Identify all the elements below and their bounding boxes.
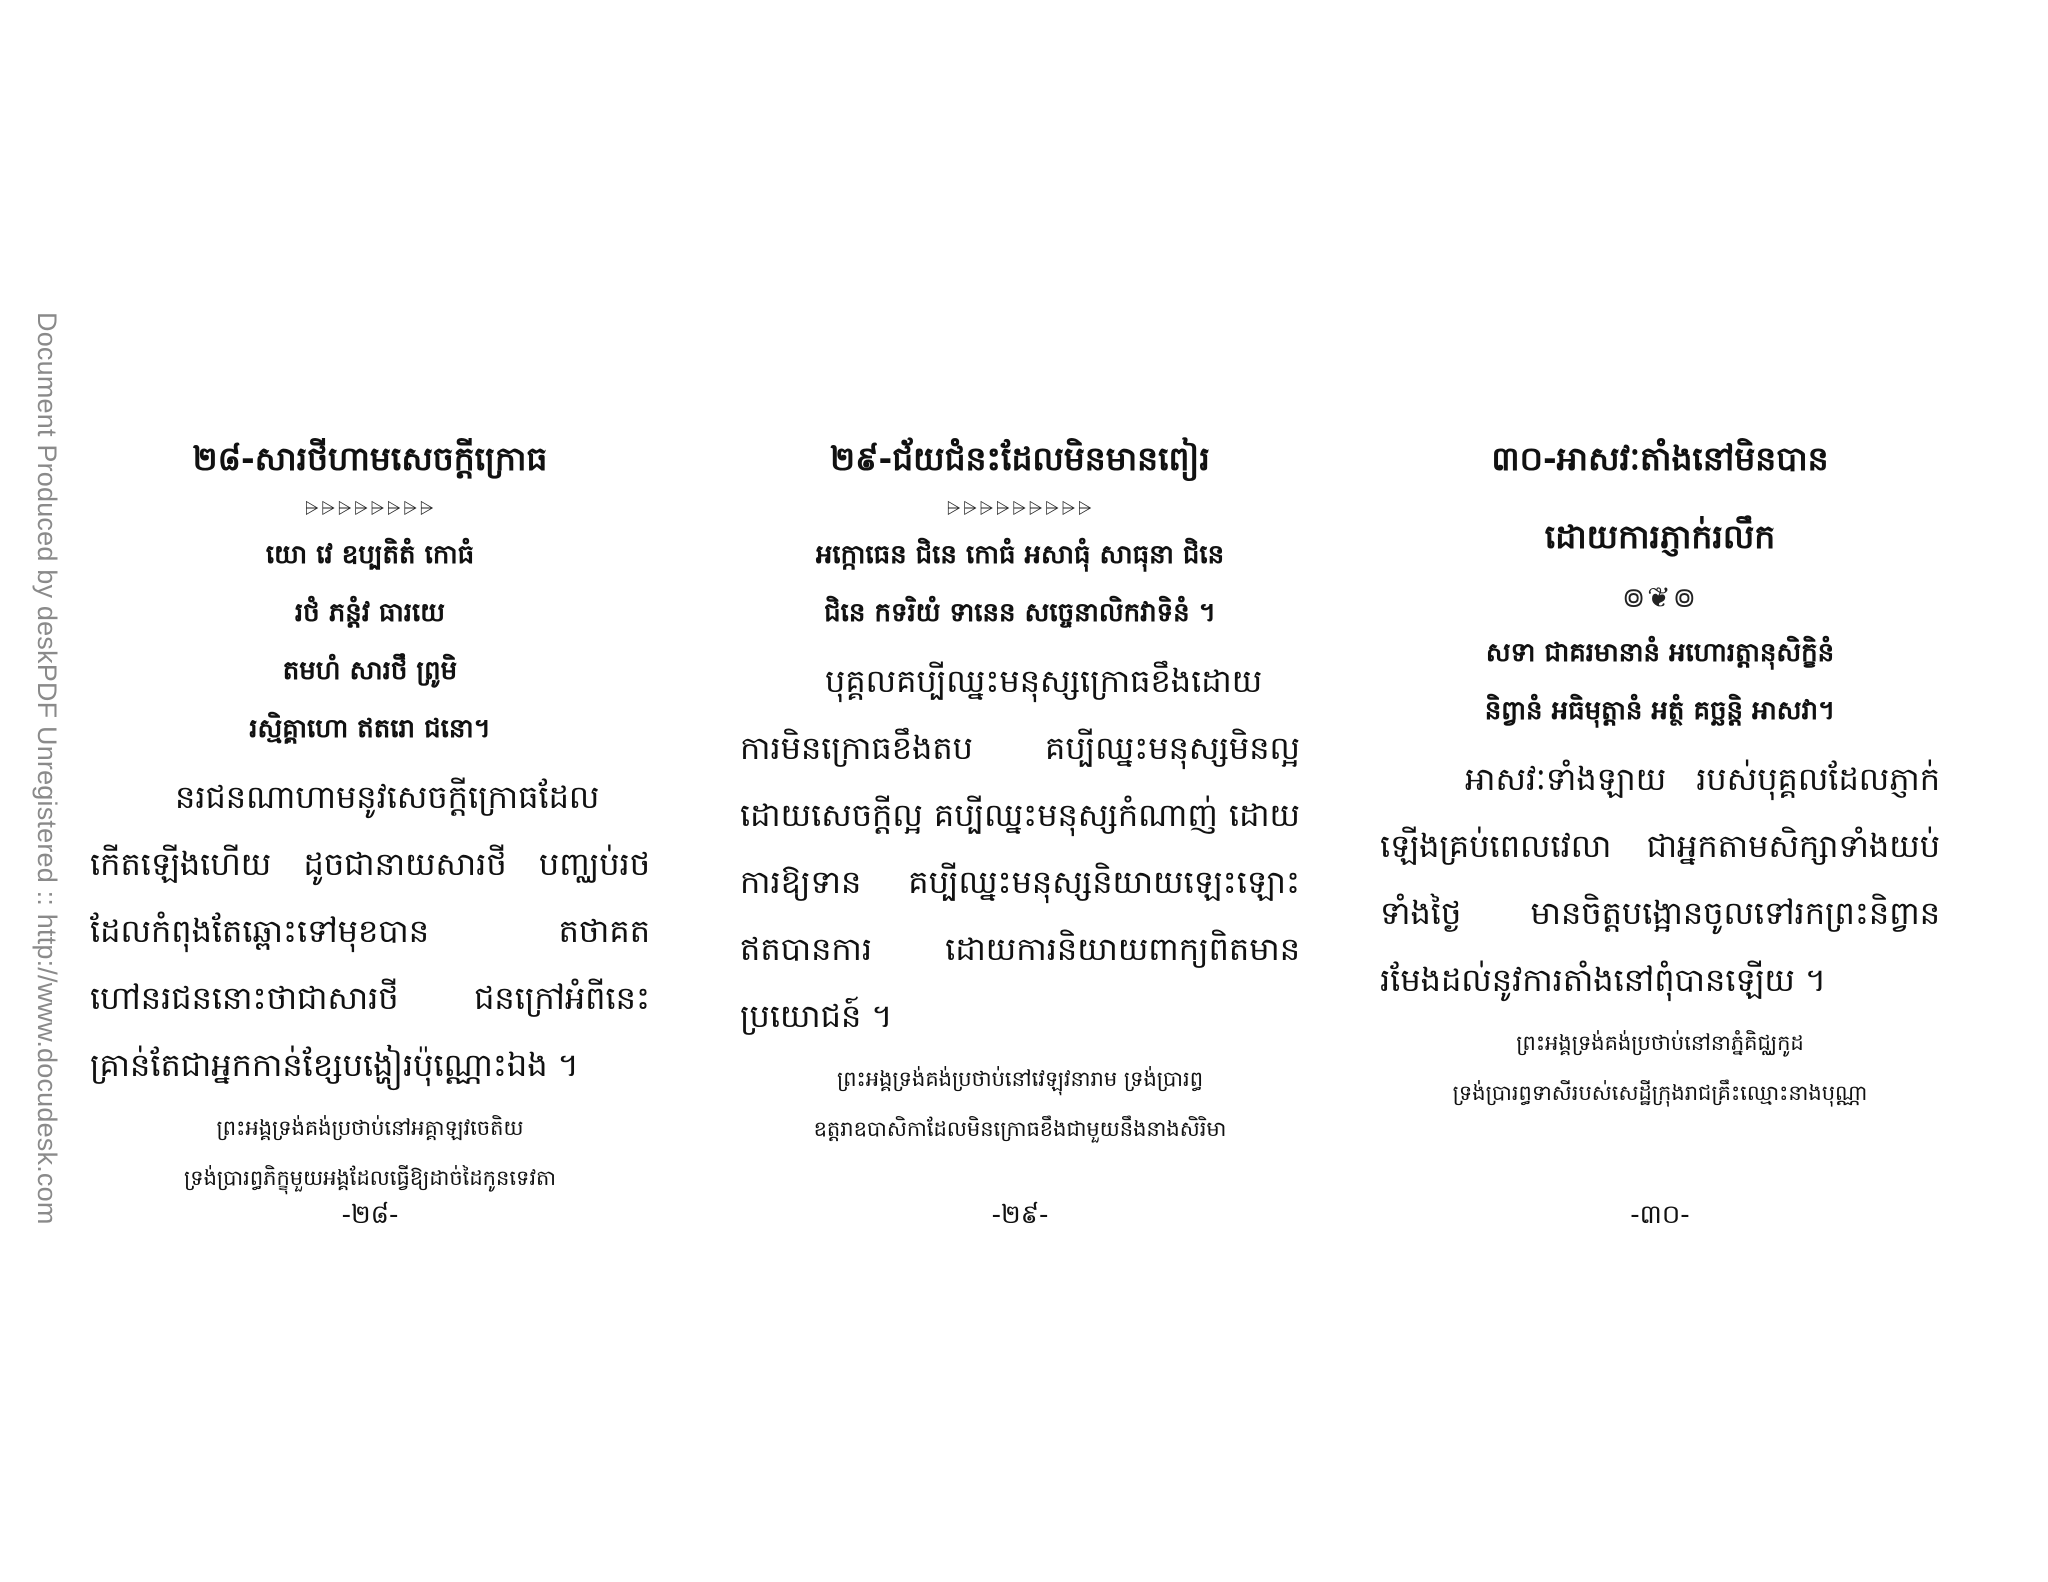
- page-29: [740, 420, 1300, 1230]
- watermark-text: Document Produced by deskPDF Unregistered :: http://www.docudesk.com: [32, 312, 62, 1225]
- ornament-divider: ⩥⩥⩥⩥⩥⩥⩥⩥: [304, 498, 436, 519]
- pali-verse-line: រស្មិគ្គាហោ ឥតរោ ជនោ។: [249, 714, 491, 744]
- translation-paragraph: អាសវៈទាំងឡាយ របស់បុគ្គលដែលភ្ញាក់ឡើងគ្រប់ពេលវេលា ជាអ្នកតាមសិក្សាទាំងយប់ទាំងថ្ងៃ មានចិត្តបង្អោនចូលទៅរកព្រះនិព្វាន រមែងដល់នូវការតាំងនៅពុំបានឡើយ ។: [1380, 760, 1940, 999]
- page-number: -២៨-: [341, 1200, 399, 1230]
- source-note-line: ទ្រង់ប្រារព្ធភិក្ខុមួយអង្គដែលធ្វើឱ្យដាច់ដៃកូនទេវតា: [183, 1166, 556, 1190]
- flower-ornament-icon: ៙❦៙: [1622, 581, 1698, 614]
- translation-paragraph: នរជនណាហាមនូវសេចក្ដីក្រោធដែលកើតឡើងហើយ ដូចជានាយសារថី បញ្ឈប់រថដែលកំពុងតែឆ្ពោះទៅមុខបាន តថាគត ហៅនរជននោះថាជាសារថី ជនក្រៅអំពីនេះ គ្រាន់តែជាអ្នកកាន់ខ្សែបង្ហៀរប៉ុណ្ណោះឯង ។: [90, 778, 650, 1084]
- page-title-line-2: ដោយការភ្ញាក់រលឹក: [1544, 517, 1776, 556]
- page-title: ៣០-អាសវៈតាំងនៅមិនបាន: [1491, 439, 1829, 478]
- pali-verse-line: ជិនេ កទរិយំ ទានេន សច្ចេនាលិកវាទិនំ ។: [824, 598, 1216, 628]
- translation-paragraph: បុគ្គលគប្បីឈ្នះមនុស្សក្រោធខឹងដោយការមិនក្រោធខឹងតប គប្បីឈ្នះមនុស្សមិនល្អ ដោយសេចក្ដីល្អ គប្បីឈ្នះមនុស្សកំណាញ់ ដោយការឱ្យទាន គប្បីឈ្នះមនុស្សនិយាយឡេះឡោះឥតបានការ ដោយការនិយាយពាក្យពិតមានប្រយោជន៍ ។: [740, 662, 1300, 1035]
- pali-verse-line: អក្កោធេន ជិនេ កោធំ អសាធុំ សាធុនា ជិនេ: [815, 540, 1225, 570]
- source-note-line: ព្រះអង្គទ្រង់គង់ប្រថាប់នៅអគ្គាឡវចេតិយ: [216, 1116, 524, 1140]
- pali-verse-line: សទា ជាគរមានានំ អហោរត្តានុសិក្ខិនំ: [1485, 638, 1835, 668]
- source-note-line: ព្រះអង្គទ្រង់គង់ប្រថាប់នៅវេឡុវនារាម ទ្រង់ប្រារព្ធ: [836, 1067, 1204, 1091]
- pali-verse-line: តមហំ សារថឹ ព្រូមិ: [282, 656, 458, 686]
- pali-verse-line: យោ វេ ឧប្បតិតំ កោធំ: [265, 540, 475, 570]
- page-28: [90, 420, 650, 1230]
- source-note-line: ព្រះអង្គទ្រង់គង់ប្រថាប់នៅនាភ្នំគិជ្ឈកូដ: [1516, 1031, 1804, 1055]
- page-number: -៣០-: [1630, 1200, 1690, 1230]
- ornament-divider: ⩥⩥⩥⩥⩥⩥⩥⩥⩥: [946, 498, 1094, 519]
- source-note-line: ទ្រង់ប្រារព្ធទាសីរបស់សេដ្ឋីក្រុងរាជគ្រឹះឈ្មោះនាងបុណ្ណា: [1452, 1081, 1868, 1105]
- page-30: [1380, 420, 1940, 1230]
- page-title: ២៨-សារថីហាមសេចក្ដីក្រោធ: [192, 439, 548, 478]
- pali-verse-line: និព្វានំ អធិមុត្តានំ អត្ថំ គច្ឆន្តិ អាសវា។: [1484, 696, 1836, 726]
- page-number: -២៩-: [991, 1200, 1049, 1230]
- pali-verse-line: រថំ ភន្តំវ ធារយេ: [294, 598, 446, 628]
- source-note-line: ឧត្តរាឧបាសិកាដែលមិនក្រោធខឹងជាមួយនឹងនាងសិរិមា: [813, 1117, 1227, 1141]
- page-title: ២៩-ជ័យជំនះដែលមិនមានពៀរ: [830, 439, 1210, 478]
